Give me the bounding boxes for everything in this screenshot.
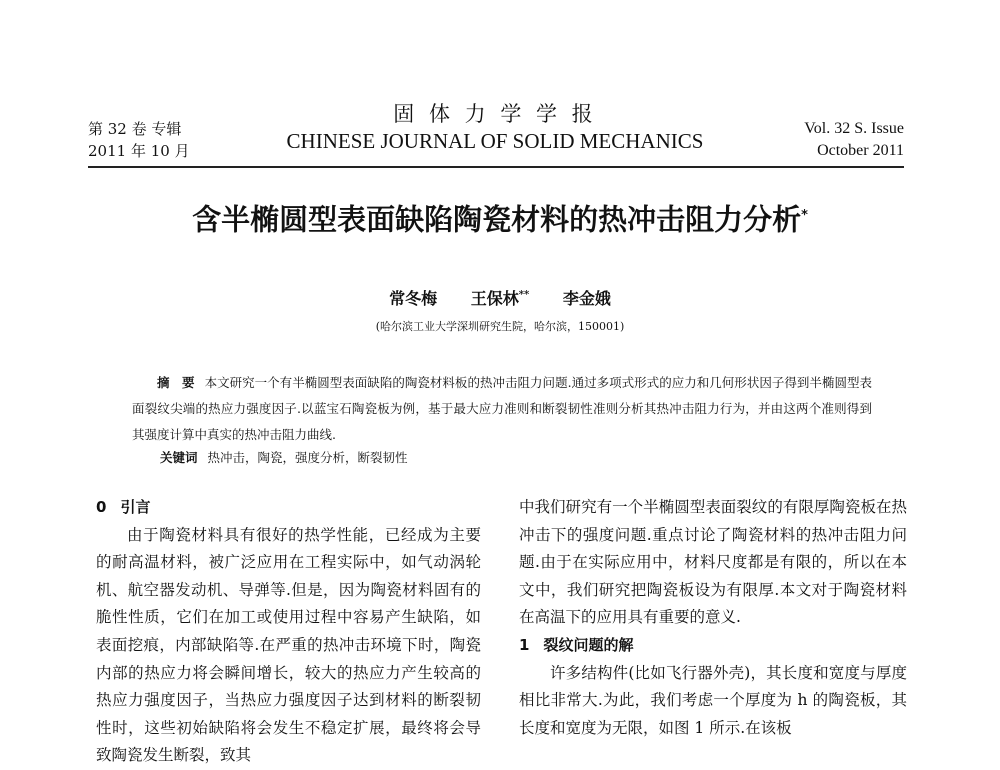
abstract — [132, 370, 872, 448]
journal-issue-cn — [88, 118, 190, 162]
author: 常冬梅 — [389, 289, 438, 308]
section-0-paragraph: 由于陶瓷材料具有很好的热学性能，已经成为主要的耐高温材料，被广泛应用在工程实际中，如气动涡轮机、航空器发动机、导弹等.但是，因为陶瓷材料固有的脆性性质，它们在加工或使用过程中容易产生缺陷，如表面挖痕，内部缺陷等.在严重的热冲击环境下时，陶瓷内部的热应力将会瞬间增长，较大的热应力产生较高的热应力强度因子，当热应力强度因子达到材料的断裂韧性时，这些初始缺陷将会发生不稳定扩展，最终将会导致陶瓷发生断裂，致其 — [96, 525, 481, 765]
section-heading-1: 1 裂纹问题的解 — [519, 635, 634, 654]
right-column — [519, 494, 907, 742]
header-rule — [88, 166, 904, 168]
volume-label: 第 32 卷 专辑 — [88, 120, 182, 138]
journal-name — [260, 100, 730, 154]
author: 李金娥 — [562, 289, 611, 308]
author: 王保林** — [470, 289, 530, 308]
keywords-label: 关键词 — [160, 450, 198, 465]
abstract-label: 摘 要 — [157, 375, 195, 390]
author-list — [0, 286, 1000, 309]
continued-paragraph: 中我们研究有一个半椭圆型表面裂纹的有限厚陶瓷板在热冲击下的强度问题.重点讨论了陶瓷材料的热冲击阻力问题.由于在实际应用中，材料尺度都是有限的，所以在本文中，我们研究把陶瓷板设为有限厚.本文对于陶瓷材料在高温下的应用具有重要的意义. — [519, 498, 907, 627]
abstract-text: 本文研究一个有半椭圆型表面缺陷的陶瓷材料板的热冲击阻力问题.通过多项式形式的应力和几何形状因子得到半椭圆型表面裂纹尖端的热应力强度因子.以蓝宝石陶瓷板为例，基于最大应力准则和断裂韧性准则分析其热冲击阻力行为，并由这两个准则得到其强度计算中真实的热冲击阻力曲线. — [132, 375, 872, 442]
title-footnote-mark: * — [801, 208, 808, 223]
section-heading-0: 0 引言 — [96, 498, 151, 516]
date-label-en: October 2011 — [817, 142, 904, 159]
keywords — [160, 448, 408, 466]
left-column — [96, 494, 481, 770]
journal-name-en: CHINESE JOURNAL OF SOLID MECHANICS — [286, 129, 704, 153]
volume-label-en: Vol. 32 S. Issue — [804, 120, 904, 137]
affiliation: (哈尔滨工业大学深圳研究生院，哈尔滨，150001) — [375, 320, 625, 333]
paper-title — [80, 196, 920, 240]
keywords-text: 热冲击，陶瓷，强度分析，断裂韧性 — [207, 450, 408, 465]
journal-issue-en — [804, 118, 904, 162]
section-1-paragraph: 许多结构件(比如飞行器外壳)，其长度和宽度与厚度相比非常大.为此，我们考虑一个厚度为 h 的陶瓷板，其长度和宽度为无限，如图 1 所示.在该板 — [519, 663, 907, 737]
date-label: 2011 年 10 月 — [88, 142, 190, 160]
title-text: 含半椭圆型表面缺陷陶瓷材料的热冲击阻力分析 — [192, 202, 802, 237]
journal-name-cn: 固 体 力 学 学 报 — [393, 102, 597, 126]
